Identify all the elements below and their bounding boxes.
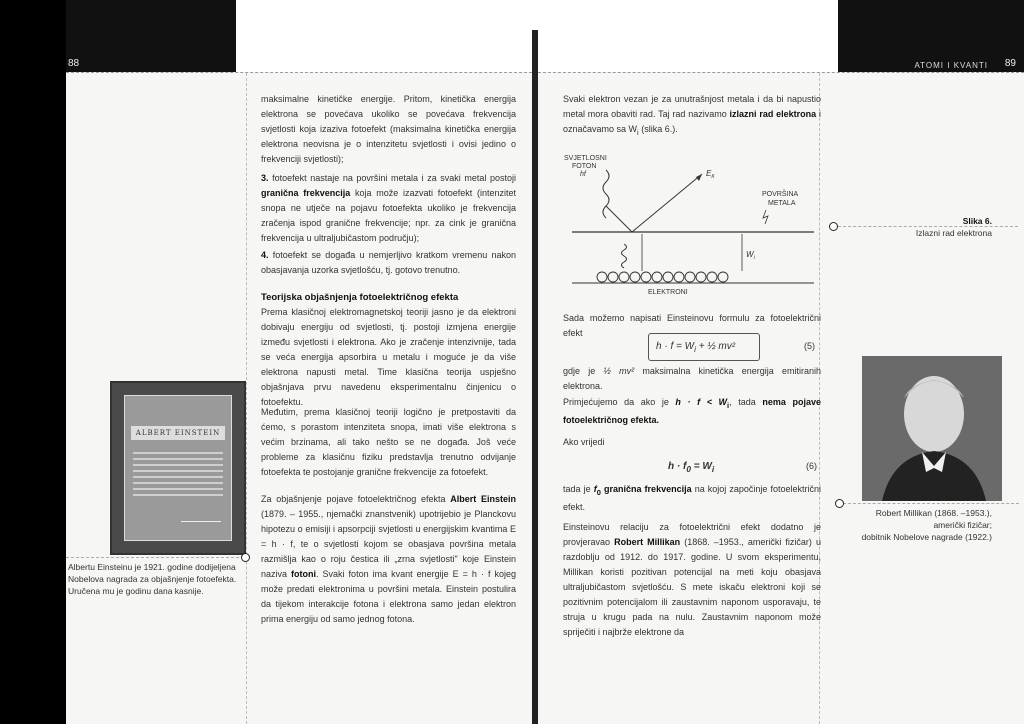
electron-2: [608, 272, 618, 282]
figure-caption-title: Slika 6.: [962, 216, 992, 226]
portrait-caption-marker: [835, 499, 844, 508]
paragraph-if: Ako vrijedi: [563, 437, 605, 447]
paragraph-no-effect: Primjećujemo da ako je $h \cdot f < W_i$, tada nema pojave fotoelektričnog efekta.: [563, 397, 821, 425]
electrons-label: ELEKTRONI: [648, 289, 688, 296]
electron-8: [674, 272, 684, 282]
electron-3: [619, 272, 629, 282]
electron-10: [696, 272, 706, 282]
page-number-left: 88: [68, 58, 80, 69]
threshold-formula: $h \cdot f_0 = W_i$: [668, 461, 715, 474]
portrait-caption: Robert Millikan (1868. –1953.), američki fizičar; dobitnik Nobelove nagrade (1922.): [861, 508, 992, 542]
column-rule-left: [246, 73, 247, 724]
book-spine: [532, 0, 538, 724]
electron-row: [597, 272, 728, 282]
surface-label-1: POVRŠINA: [762, 191, 799, 198]
figure-caption-marker: [829, 222, 838, 231]
certificate-caption: Albertu Einsteinu je 1921. godine dodijeljena Nobelova nagrada za objašnjenje fotoefekta. Uručena mu je godinu dana kasnije.: [68, 562, 237, 596]
certificate-frame: [124, 395, 232, 541]
electron-7: [663, 272, 673, 282]
work-function-diagram: [562, 148, 822, 300]
nobel-certificate-image: [110, 381, 246, 555]
page-number-right: 89: [1004, 58, 1016, 69]
certificate-text-lines: [125, 448, 231, 500]
wi-label: $W_i$: [746, 250, 755, 261]
paragraph-millikan: Einsteinovu relaciju za fotoelektrični efekt dodatno je provjeravao Robert Millikan (1868. –1953., američki fizičar) u razdoblju od 1912. do 1917. godine. U svom eksperimentu, Millikan koristi pozitivan potencijal na meti koju obasjava ultraljubičastom svjetlošću. S mete iskaču elektroni koji se pozitivnim potencijalom ili zaustavnim naponom usporavaju, te struja u krugu pada na nulu. Zaustavnim naponom može spriječiti i najbrže elektrone da: [563, 522, 821, 637]
paragraph-classical-problems: Međutim, prema klasičnoj teoriji logično je pretpostaviti da ćemo, s porastom intenziteta snopa, imati više elektrona s većim brzinama, ali tako nešto se ne događa. Još veće probleme za klasičnu fiziku predstavlja trenutno odvijanje fotoefekta te postojanje granične frekvencije za fotoefekt.: [261, 407, 516, 477]
electron-12: [718, 272, 728, 282]
einstein-formula: $h \cdot f = W_i$ + ½ mv²: [656, 341, 736, 354]
electron-path: [632, 174, 702, 232]
header-rule-right: [538, 72, 1024, 73]
paragraph-einstein: Za objašnjenje pojave fotoelektričnog efekta Albert Einstein (1879. – 1955., njemački znanstvenik) upotrijebio je Planckovu hipotezu o emisiji i apsorpciji svjetlosti u energijskim kvantima E = h · f, te o svjetlosti kojom se obasjava površina metala razmišlja kao o roju čestica ili „zrna svjetlosti" koje Einstein naziva fotoni. Svaki foton ima kvant energije E = h · f kojeg može predati elektronima u površini metala. Einstein postulira da tijekom interakcije fotona i elektrona samo jedan elektron prima energiju od samo jednog fotona.: [261, 494, 516, 624]
photon-path: [606, 206, 632, 232]
electron-4: [630, 272, 640, 282]
formula-number-6: (6): [806, 461, 817, 471]
photon-wave-inner: [622, 244, 627, 268]
figure-caption-text: Izlazni rad elektrona: [915, 228, 992, 238]
figure-caption: [880, 215, 992, 239]
electron-9: [685, 272, 695, 282]
chapter-title: ATOMI I KVANTI: [914, 61, 988, 70]
electron-arrowhead: [696, 174, 702, 181]
electron-6: [652, 272, 662, 282]
portrait-caption-rule: [843, 503, 1019, 504]
millikan-portrait: [862, 356, 1002, 501]
surface-pointer: [763, 210, 768, 224]
photon-label-2: FOTON: [572, 163, 597, 170]
portrait-face: [904, 376, 964, 452]
paragraph-kinetic: maksimalne kinetičke energije. Pritom, kinetička energija elektrona se povećava ukoliko se povećava frekvencija svjetlosti koja izaziva fotoefekt (maksimalna kinetička energija elektrona neovisna je o intenzitetu svjetlosti i ovisi jedino o frekvenciji svjetlosti);: [261, 94, 516, 164]
electron-11: [707, 272, 717, 282]
header-rule-left: [66, 72, 532, 73]
electron-1: [597, 272, 607, 282]
surface-label-2: METALA: [768, 200, 796, 207]
photon-label-3: hf: [580, 171, 586, 178]
spine-top-gap: [500, 0, 572, 30]
left-page-header: [66, 0, 532, 72]
paragraph-threshold: tada je $f_0$ granična frekvencija na kojoj započinje fotoelektrični efekt.: [563, 484, 821, 512]
paragraph-kinetic-energy: gdje je ½ mv² maksimalna kinetička energija emitiranih elektrona.: [563, 366, 821, 391]
caption-rule-left: [66, 557, 244, 558]
section-theory: Teorijska objašnjenja fotoelektričnog efekta Prema klasičnoj elektromagnetskoj teoriji jasno je da elektroni dobivaju energiju od svjetlosti, tj. postoji izmjena energije između svjetlosti i elektrona. Ako je zračenje intenzivnije, tada se veća energija apsorbira u metalu i moguće je da više elektrona napusti metal. Time klasična teorija uspješno objašnjava prvu navedenu eksperimentalnu činjenicu o fotoefektu.: [261, 292, 516, 407]
section-heading: Teorijska objašnjenja fotoelektričnog efekta: [261, 292, 459, 303]
certificate-signature: [181, 511, 221, 522]
electron-5: [641, 272, 651, 282]
certificate-name: ALBERT EINSTEIN: [131, 426, 225, 440]
list-item-3: 3. fotoefekt nastaje na površini metala i za svaki metal postoji granična frekvencija koja može izazvati fotoefekt (intenzitet snopa ne utječe na pojavu fotoefekta ukoliko je frekvencija zračenja ispod granične frekvencije; npr. za cink je granična frekvencija u ultraljubičastom području);: [261, 173, 516, 243]
paragraph-einstein-formula: Sada možemo napisati Einsteinovu formulu za fotoelektrični efekt: [563, 313, 821, 338]
photon-label-1: SVJETLOSNI: [564, 155, 607, 162]
ek-label: $E_K$: [706, 169, 715, 180]
paragraph-work-function: Svaki elektron vezan je za unutrašnjost metala i da bi napustio metal mora obaviti rad. Taj rad nazivamo izlazni rad elektrona i označavamo sa $W_i$ (slika 6.).: [563, 94, 821, 137]
formula-number-5: (5): [804, 341, 815, 351]
photon-wave: [603, 170, 609, 218]
list-item-4: 4. fotoefekt se događa u nemjerljivo kratkom vremenu nakon obasjavanja uzorka svjetlošću, tj. gotovo trenutno.: [261, 250, 516, 275]
